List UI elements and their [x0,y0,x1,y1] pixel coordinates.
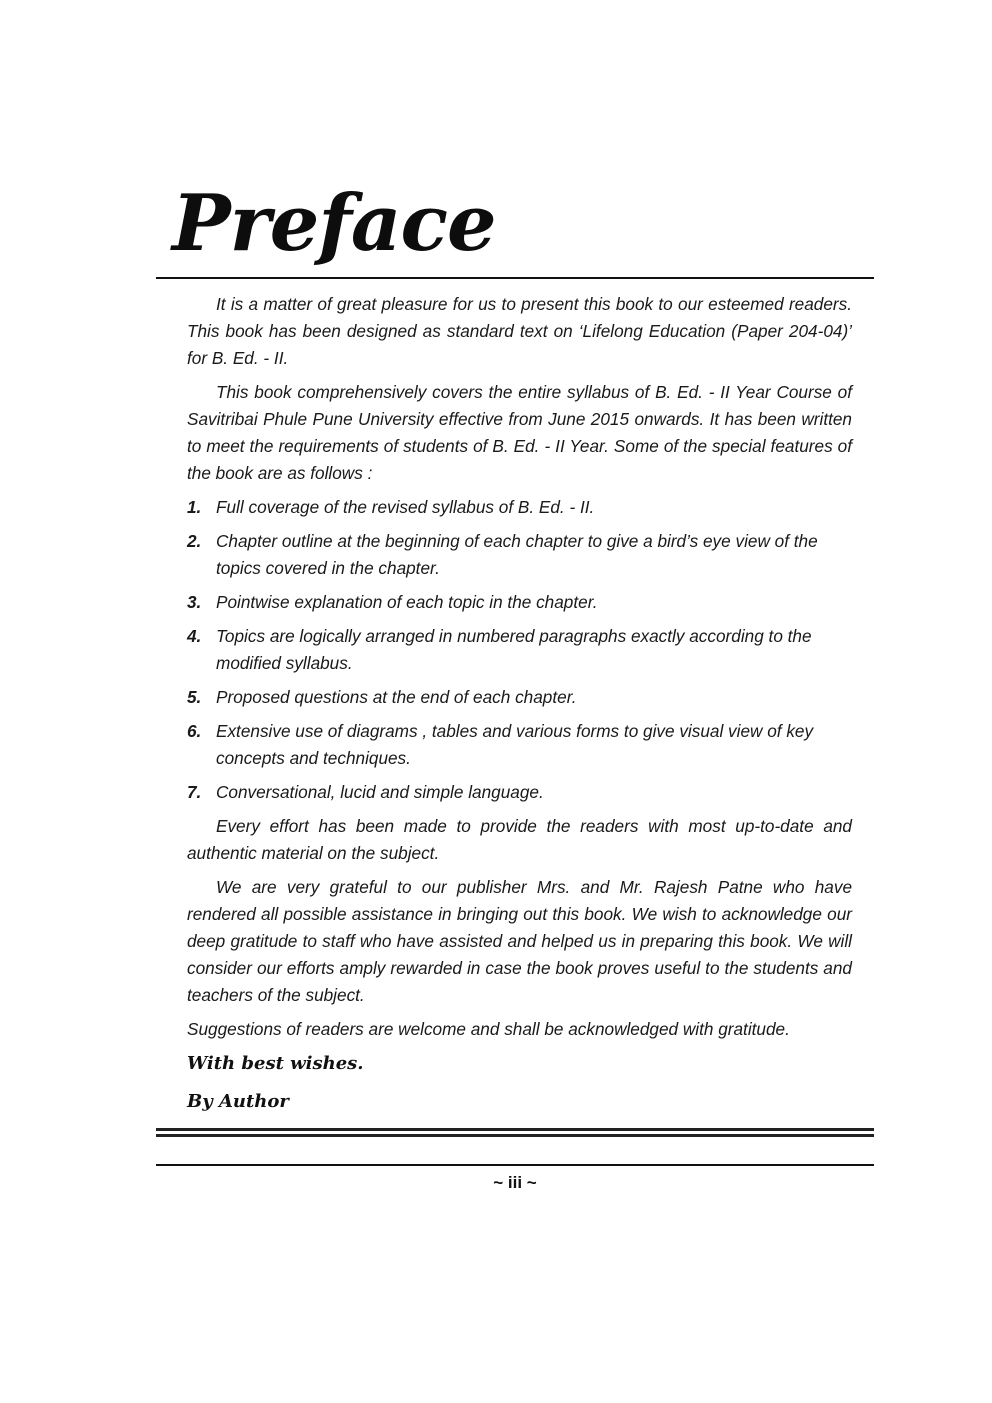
closing-paragraph-2: We are very grateful to our publisher Mrs. and Mr. Rajesh Patne who have rendered all possible assistance in bringing out this book. We wish to acknowledge our deep gratitude to staff who have assisted and helped us in preparing this book. We will consider our efforts amply rewarded in case the book proves useful to the students and teachers of the subject. [187,877,852,1005]
features-list [187,494,852,806]
list-item [187,494,852,521]
list-item-text: Proposed questions at the end of each chapter. [216,687,577,707]
list-item-number: 7. [187,782,202,802]
list-item [187,779,852,806]
intro-paragraph-1: It is a matter of great pleasure for us to present this book to our esteemed readers. This book has been designed as standard text on ‘Lifelong Education (Paper 204-04)’ for B. Ed. - II. [187,294,852,368]
page-number: ~ iii ~ [493,1173,537,1192]
list-item-number: 5. [187,687,202,707]
list-item [187,528,852,582]
list-item-text: Full coverage of the revised syllabus of B. Ed. - II. [216,497,595,517]
author-signature: By Author [187,1091,289,1112]
list-item-text: Topics are logically arranged in numbered paragraphs exactly according to the modified syllabus. [216,626,812,673]
title-underline [156,277,874,279]
list-item-text: Extensive use of diagrams , tables and various forms to give visual view of key concepts and techniques. [216,721,814,768]
section-divider-upper [156,1128,874,1131]
list-item-number: 2. [187,531,202,551]
list-item-text: Conversational, lucid and simple language. [216,782,544,802]
preface-body [187,291,852,1126]
list-item [187,623,852,677]
page-title: Preface [172,178,496,269]
list-item [187,684,852,711]
list-item-text: Chapter outline at the beginning of each chapter to give a bird’s eye view of the topics covered in the chapter. [216,531,818,578]
footer-rule [156,1164,874,1166]
list-item-number: 4. [187,626,202,646]
list-item-number: 6. [187,721,202,741]
list-item-number: 3. [187,592,202,612]
section-divider-lower [156,1134,874,1137]
closing-paragraph-1: Every effort has been made to provide the readers with most up-to-date and authentic material on the subject. [187,816,852,863]
list-item-number: 1. [187,497,202,517]
suggestions-paragraph: Suggestions of readers are welcome and shall be acknowledged with gratitude. [187,1019,790,1039]
list-item [187,718,852,772]
intro-paragraph-2: This book comprehensively covers the entire syllabus of B. Ed. - II Year Course of Savitribai Phule Pune University effective from June 2015 onwards. It has been written to meet the requirements of students of B. Ed. - II Year. Some of the special features of the book are as follows : [187,382,852,483]
closing-wishes: With best wishes. [187,1053,364,1074]
list-item-text: Pointwise explanation of each topic in the chapter. [216,592,598,612]
list-item [187,589,852,616]
